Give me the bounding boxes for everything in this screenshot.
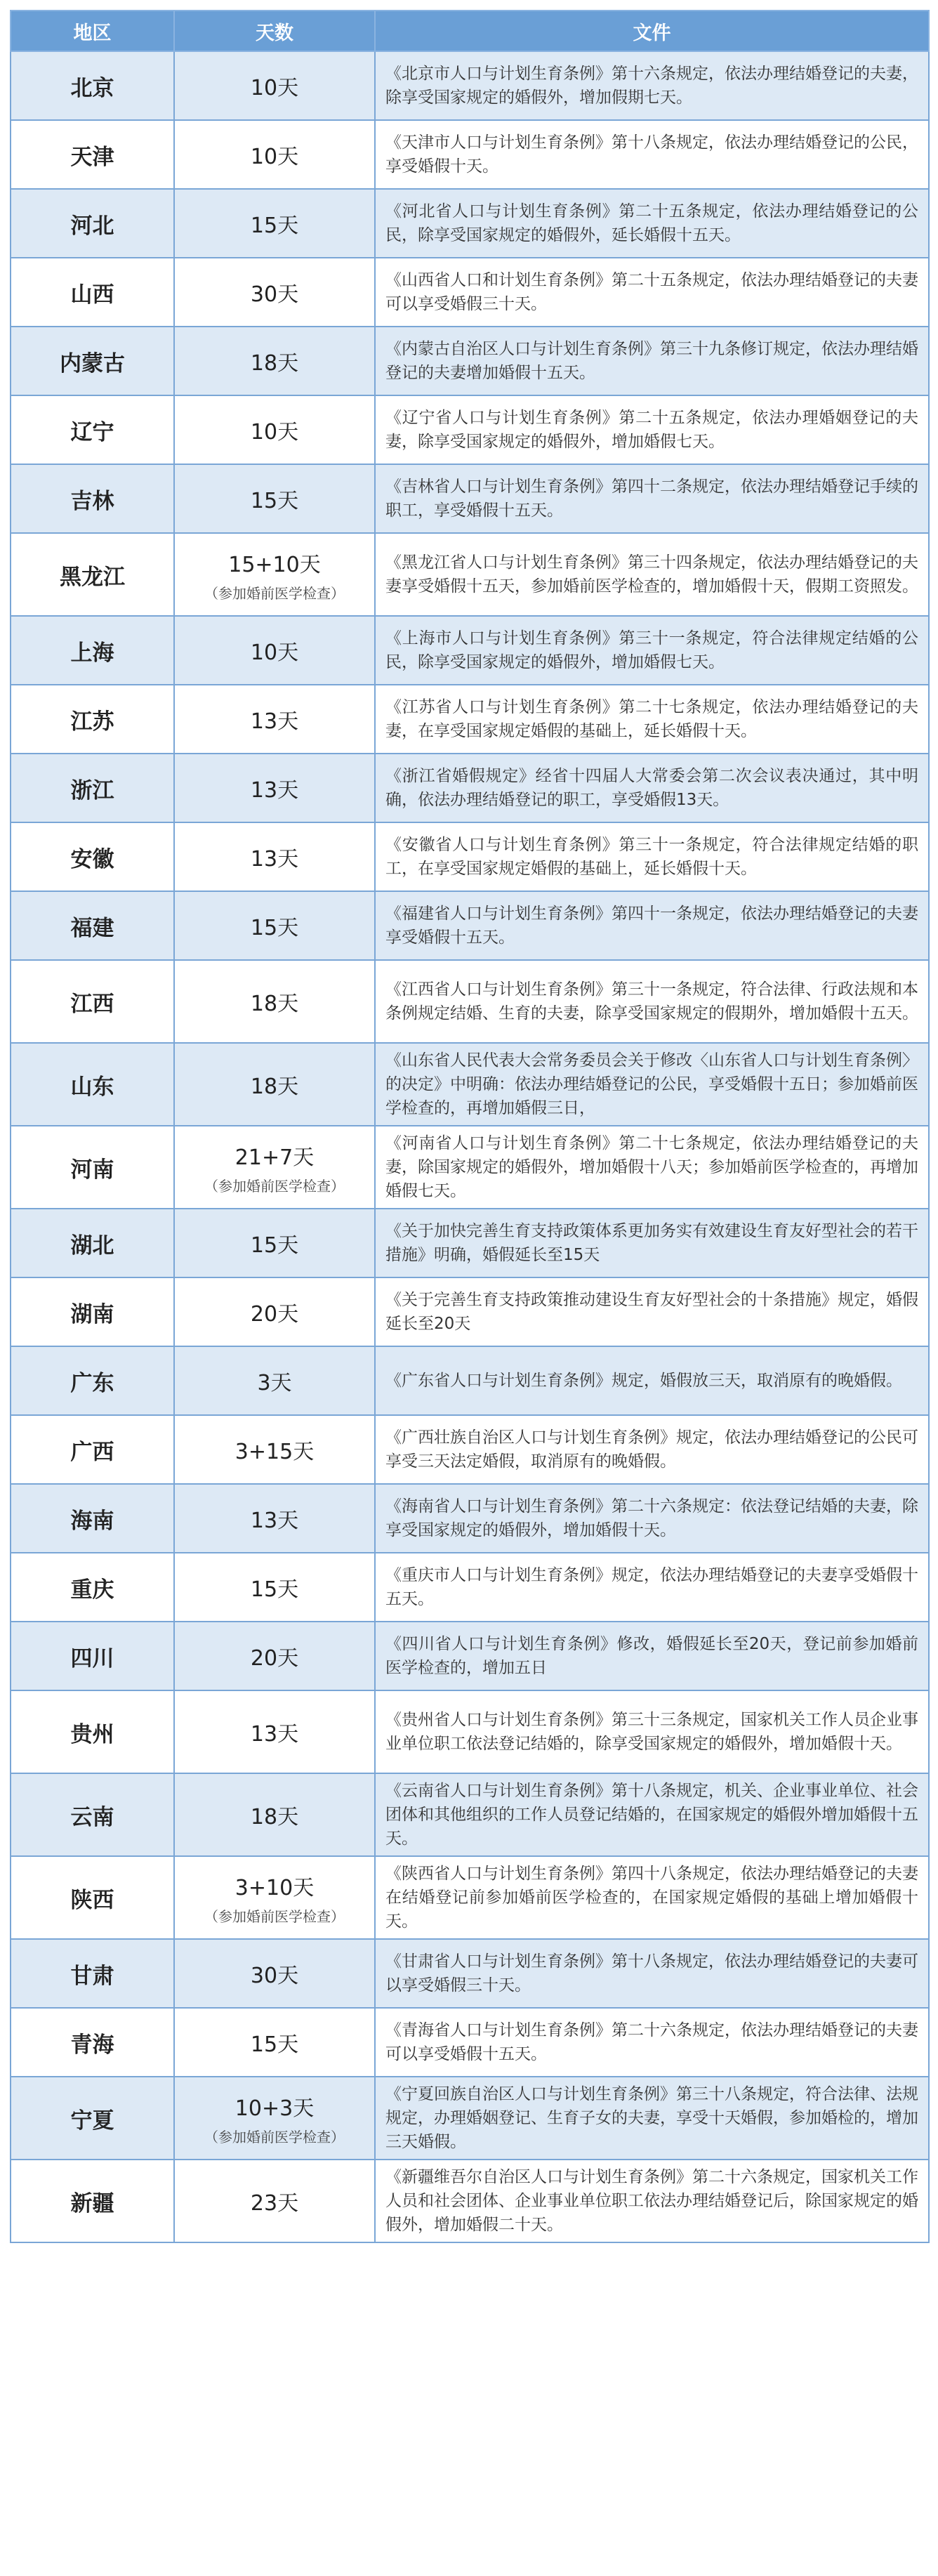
header-region: 地区 bbox=[11, 11, 174, 51]
region-cell: 云南 bbox=[11, 1773, 174, 1856]
document-cell: 《甘肃省人口与计划生育条例》第十八条规定，依法办理结婚登记的夫妻可以享受婚假三十天。 bbox=[375, 1939, 929, 2008]
days-value: 23天 bbox=[250, 2191, 299, 2216]
days-cell bbox=[174, 1277, 375, 1346]
table-row bbox=[11, 822, 929, 891]
document-cell: 《吉林省人口与计划生育条例》第四十二条规定，依法办理结婚登记手续的职工，享受婚假十五天。 bbox=[375, 464, 929, 533]
region-cell: 天津 bbox=[11, 120, 174, 189]
table-row bbox=[11, 754, 929, 822]
days-cell bbox=[174, 2077, 375, 2160]
document-cell: 《关于完善生育支持政策推动建设生育友好型社会的十条措施》规定，婚假延长至20天 bbox=[375, 1277, 929, 1346]
table-row bbox=[11, 395, 929, 464]
document-cell: 《重庆市人口与计划生育条例》规定，依法办理结婚登记的夫妻享受婚假十五天。 bbox=[375, 1553, 929, 1622]
days-value: 10天 bbox=[250, 420, 299, 445]
days-cell bbox=[174, 1856, 375, 1939]
region-cell: 青海 bbox=[11, 2008, 174, 2077]
table-row bbox=[11, 1126, 929, 1209]
days-value: 21+7天 bbox=[234, 1145, 315, 1170]
days-value: 13天 bbox=[250, 1722, 299, 1747]
days-note: （参加婚前医学检查） bbox=[204, 1907, 345, 1925]
table-row bbox=[11, 327, 929, 395]
days-cell bbox=[174, 51, 375, 120]
region-cell: 重庆 bbox=[11, 1553, 174, 1622]
region-cell: 福建 bbox=[11, 891, 174, 960]
days-value: 10+3天 bbox=[234, 2096, 315, 2121]
days-value: 18天 bbox=[250, 1805, 299, 1829]
region-cell: 陕西 bbox=[11, 1856, 174, 1939]
document-cell: 《贵州省人口与计划生育条例》第三十三条规定，国家机关工作人员企业事业单位职工依法登记结婚的，除享受国家规定的婚假外，增加婚假十天。 bbox=[375, 1690, 929, 1773]
table-body bbox=[11, 51, 929, 2242]
document-cell: 《辽宁省人口与计划生育条例》第二十五条规定，依法办理婚姻登记的夫妻，除享受国家规定的婚假外，增加婚假七天。 bbox=[375, 395, 929, 464]
table-row bbox=[11, 1209, 929, 1277]
document-cell: 《内蒙古自治区人口与计划生育条例》第三十九条修订规定，依法办理结婚登记的夫妻增加婚假十五天。 bbox=[375, 327, 929, 395]
days-value: 3+10天 bbox=[234, 1875, 315, 1900]
document-cell: 《江西省人口与计划生育条例》第三十一条规定，符合法律、行政法规和本条例规定结婚、生育的夫妻，除享受国家规定的假期外，增加婚假十五天。 bbox=[375, 960, 929, 1043]
document-cell: 《四川省人口与计划生育条例》修改，婚假延长至20天，登记前参加婚前医学检查的，增加五日 bbox=[375, 1622, 929, 1690]
region-cell: 湖南 bbox=[11, 1277, 174, 1346]
region-cell: 宁夏 bbox=[11, 2077, 174, 2160]
days-cell bbox=[174, 1415, 375, 1484]
days-note: （参加婚前医学检查） bbox=[204, 1177, 345, 1195]
marriage-leave-table bbox=[10, 10, 930, 2243]
document-cell: 《广东省人口与计划生育条例》规定，婚假放三天，取消原有的晚婚假。 bbox=[375, 1346, 929, 1415]
region-cell: 吉林 bbox=[11, 464, 174, 533]
table-row bbox=[11, 2008, 929, 2077]
days-value: 13天 bbox=[250, 709, 299, 734]
region-cell: 湖北 bbox=[11, 1209, 174, 1277]
document-cell: 《陕西省人口与计划生育条例》第四十八条规定，依法办理结婚登记的夫妻在结婚登记前参加婚前医学检查的，在国家规定婚假的基础上增加婚假十天。 bbox=[375, 1856, 929, 1939]
document-cell: 《新疆维吾尔自治区人口与计划生育条例》第二十六条规定，国家机关工作人员和社会团体、企业事业单位职工依法办理结婚登记后，除国家规定的婚假外，增加婚假二十天。 bbox=[375, 2160, 929, 2242]
region-cell: 广西 bbox=[11, 1415, 174, 1484]
table-row bbox=[11, 258, 929, 327]
days-value: 30天 bbox=[250, 282, 299, 307]
header-row bbox=[11, 11, 929, 51]
region-cell: 四川 bbox=[11, 1622, 174, 1690]
days-value: 3+15天 bbox=[234, 1440, 315, 1464]
days-cell bbox=[174, 327, 375, 395]
header-days: 天数 bbox=[174, 11, 375, 51]
region-cell: 浙江 bbox=[11, 754, 174, 822]
days-value: 13天 bbox=[250, 1509, 299, 1533]
days-value: 15+10天 bbox=[228, 552, 321, 577]
days-cell bbox=[174, 1622, 375, 1690]
days-value: 20天 bbox=[250, 1302, 299, 1327]
days-cell bbox=[174, 120, 375, 189]
document-cell: 《黑龙江省人口与计划生育条例》第三十四条规定，依法办理结婚登记的夫妻享受婚假十五天，参加婚前医学检查的，增加婚假十天，假期工资照发。 bbox=[375, 533, 929, 616]
table-row bbox=[11, 2077, 929, 2160]
region-cell: 河南 bbox=[11, 1126, 174, 1209]
days-cell bbox=[174, 189, 375, 258]
document-cell: 《福建省人口与计划生育条例》第四十一条规定，依法办理结婚登记的夫妻享受婚假十五天。 bbox=[375, 891, 929, 960]
days-note: （参加婚前医学检查） bbox=[204, 584, 345, 602]
document-cell: 《安徽省人口与计划生育条例》第三十一条规定，符合法律规定结婚的职工，在享受国家规定婚假的基础上，延长婚假十天。 bbox=[375, 822, 929, 891]
days-value: 15天 bbox=[250, 213, 299, 238]
days-value: 18天 bbox=[250, 1075, 299, 1099]
region-cell: 内蒙古 bbox=[11, 327, 174, 395]
document-cell: 《海南省人口与计划生育条例》第二十六条规定：依法登记结婚的夫妻，除享受国家规定的婚假外，增加婚假十天。 bbox=[375, 1484, 929, 1553]
days-value: 18天 bbox=[250, 992, 299, 1016]
document-cell: 《青海省人口与计划生育条例》第二十六条规定，依法办理结婚登记的夫妻可以享受婚假十五天。 bbox=[375, 2008, 929, 2077]
table-row bbox=[11, 616, 929, 685]
days-cell bbox=[174, 1484, 375, 1553]
days-cell bbox=[174, 1773, 375, 1856]
days-cell bbox=[174, 2160, 375, 2242]
region-cell: 甘肃 bbox=[11, 1939, 174, 2008]
region-cell: 贵州 bbox=[11, 1690, 174, 1773]
days-value: 13天 bbox=[250, 847, 299, 872]
days-cell bbox=[174, 258, 375, 327]
region-cell: 河北 bbox=[11, 189, 174, 258]
region-cell: 新疆 bbox=[11, 2160, 174, 2242]
days-value: 13天 bbox=[250, 778, 299, 803]
days-cell bbox=[174, 1043, 375, 1126]
table-row bbox=[11, 891, 929, 960]
table-row bbox=[11, 1856, 929, 1939]
days-value: 18天 bbox=[250, 351, 299, 376]
table-row bbox=[11, 685, 929, 754]
days-cell bbox=[174, 754, 375, 822]
days-cell bbox=[174, 533, 375, 616]
table-header bbox=[11, 11, 929, 51]
days-cell bbox=[174, 464, 375, 533]
region-cell: 安徽 bbox=[11, 822, 174, 891]
document-cell: 《河北省人口与计划生育条例》第二十五条规定，依法办理结婚登记的公民，除享受国家规定的婚假外，延长婚假十五天。 bbox=[375, 189, 929, 258]
days-cell bbox=[174, 960, 375, 1043]
table-row bbox=[11, 189, 929, 258]
marriage-leave-table-container bbox=[10, 10, 928, 2243]
region-cell: 上海 bbox=[11, 616, 174, 685]
document-cell: 《广西壮族自治区人口与计划生育条例》规定，依法办理结婚登记的公民可享受三天法定婚假，取消原有的晚婚假。 bbox=[375, 1415, 929, 1484]
document-cell: 《山西省人口和计划生育条例》第二十五条规定，依法办理结婚登记的夫妻可以享受婚假三十天。 bbox=[375, 258, 929, 327]
table-row bbox=[11, 1622, 929, 1690]
days-value: 30天 bbox=[250, 1964, 299, 1988]
table-row bbox=[11, 1043, 929, 1126]
table-row bbox=[11, 1553, 929, 1622]
days-cell bbox=[174, 1690, 375, 1773]
table-row bbox=[11, 1773, 929, 1856]
table-row bbox=[11, 464, 929, 533]
table-row bbox=[11, 1484, 929, 1553]
table-row bbox=[11, 120, 929, 189]
days-cell bbox=[174, 1346, 375, 1415]
days-cell bbox=[174, 1209, 375, 1277]
days-cell bbox=[174, 616, 375, 685]
region-cell: 江苏 bbox=[11, 685, 174, 754]
days-value: 15天 bbox=[250, 1233, 299, 1258]
region-cell: 山西 bbox=[11, 258, 174, 327]
days-cell bbox=[174, 891, 375, 960]
document-cell: 《云南省人口与计划生育条例》第十八条规定，机关、企业事业单位、社会团体和其他组织的工作人员登记结婚的，在国家规定的婚假外增加婚假十五天。 bbox=[375, 1773, 929, 1856]
table-row bbox=[11, 533, 929, 616]
document-cell: 《河南省人口与计划生育条例》第二十七条规定，依法办理结婚登记的夫妻，除国家规定的婚假外，增加婚假十八天；参加婚前医学检查的，再增加婚假七天。 bbox=[375, 1126, 929, 1209]
document-cell: 《山东省人民代表大会常务委员会关于修改〈山东省人口与计划生育条例〉的决定》中明确：依法办理结婚登记的公民，享受婚假十五日；参加婚前医学检查的，再增加婚假三日， bbox=[375, 1043, 929, 1126]
days-cell bbox=[174, 1553, 375, 1622]
region-cell: 黑龙江 bbox=[11, 533, 174, 616]
table-row bbox=[11, 960, 929, 1043]
days-value: 15天 bbox=[250, 2032, 299, 2057]
days-cell bbox=[174, 2008, 375, 2077]
document-cell: 《天津市人口与计划生育条例》第十八条规定，依法办理结婚登记的公民，享受婚假十天。 bbox=[375, 120, 929, 189]
region-cell: 北京 bbox=[11, 51, 174, 120]
document-cell: 《浙江省婚假规定》经省十四届人大常委会第二次会议表决通过，其中明确，依法办理结婚登记的职工，享受婚假13天。 bbox=[375, 754, 929, 822]
days-value: 20天 bbox=[250, 1646, 299, 1671]
days-cell bbox=[174, 822, 375, 891]
table-row bbox=[11, 1277, 929, 1346]
document-cell: 《北京市人口与计划生育条例》第十六条规定，依法办理结婚登记的夫妻，除享受国家规定的婚假外，增加假期七天。 bbox=[375, 51, 929, 120]
header-document: 文件 bbox=[375, 11, 929, 51]
days-value: 15天 bbox=[250, 1577, 299, 1602]
days-cell bbox=[174, 395, 375, 464]
days-cell bbox=[174, 685, 375, 754]
region-cell: 辽宁 bbox=[11, 395, 174, 464]
days-cell bbox=[174, 1939, 375, 2008]
region-cell: 山东 bbox=[11, 1043, 174, 1126]
table-row bbox=[11, 1939, 929, 2008]
days-cell bbox=[174, 1126, 375, 1209]
table-row bbox=[11, 1690, 929, 1773]
table-row bbox=[11, 51, 929, 120]
days-value: 15天 bbox=[250, 916, 299, 940]
document-cell: 《江苏省人口与计划生育条例》第二十七条规定，依法办理结婚登记的夫妻，在享受国家规定婚假的基础上，延长婚假十天。 bbox=[375, 685, 929, 754]
days-value: 10天 bbox=[250, 640, 299, 665]
days-value: 10天 bbox=[250, 76, 299, 100]
days-value: 10天 bbox=[250, 145, 299, 169]
table-row bbox=[11, 1415, 929, 1484]
region-cell: 广东 bbox=[11, 1346, 174, 1415]
region-cell: 海南 bbox=[11, 1484, 174, 1553]
days-value: 3天 bbox=[257, 1371, 292, 1395]
table-row bbox=[11, 2160, 929, 2242]
document-cell: 《关于加快完善生育支持政策体系更加务实有效建设生育友好型社会的若干措施》明确，婚假延长至15天 bbox=[375, 1209, 929, 1277]
document-cell: 《上海市人口与计划生育条例》第三十一条规定，符合法律规定结婚的公民，除享受国家规定的婚假外，增加婚假七天。 bbox=[375, 616, 929, 685]
days-note: （参加婚前医学检查） bbox=[204, 2128, 345, 2145]
days-value: 15天 bbox=[250, 489, 299, 513]
table-row bbox=[11, 1346, 929, 1415]
region-cell: 江西 bbox=[11, 960, 174, 1043]
document-cell: 《宁夏回族自治区人口与计划生育条例》第三十八条规定，符合法律、法规规定，办理婚姻登记、生育子女的夫妻，享受十天婚假，参加婚检的，增加三天婚假。 bbox=[375, 2077, 929, 2160]
